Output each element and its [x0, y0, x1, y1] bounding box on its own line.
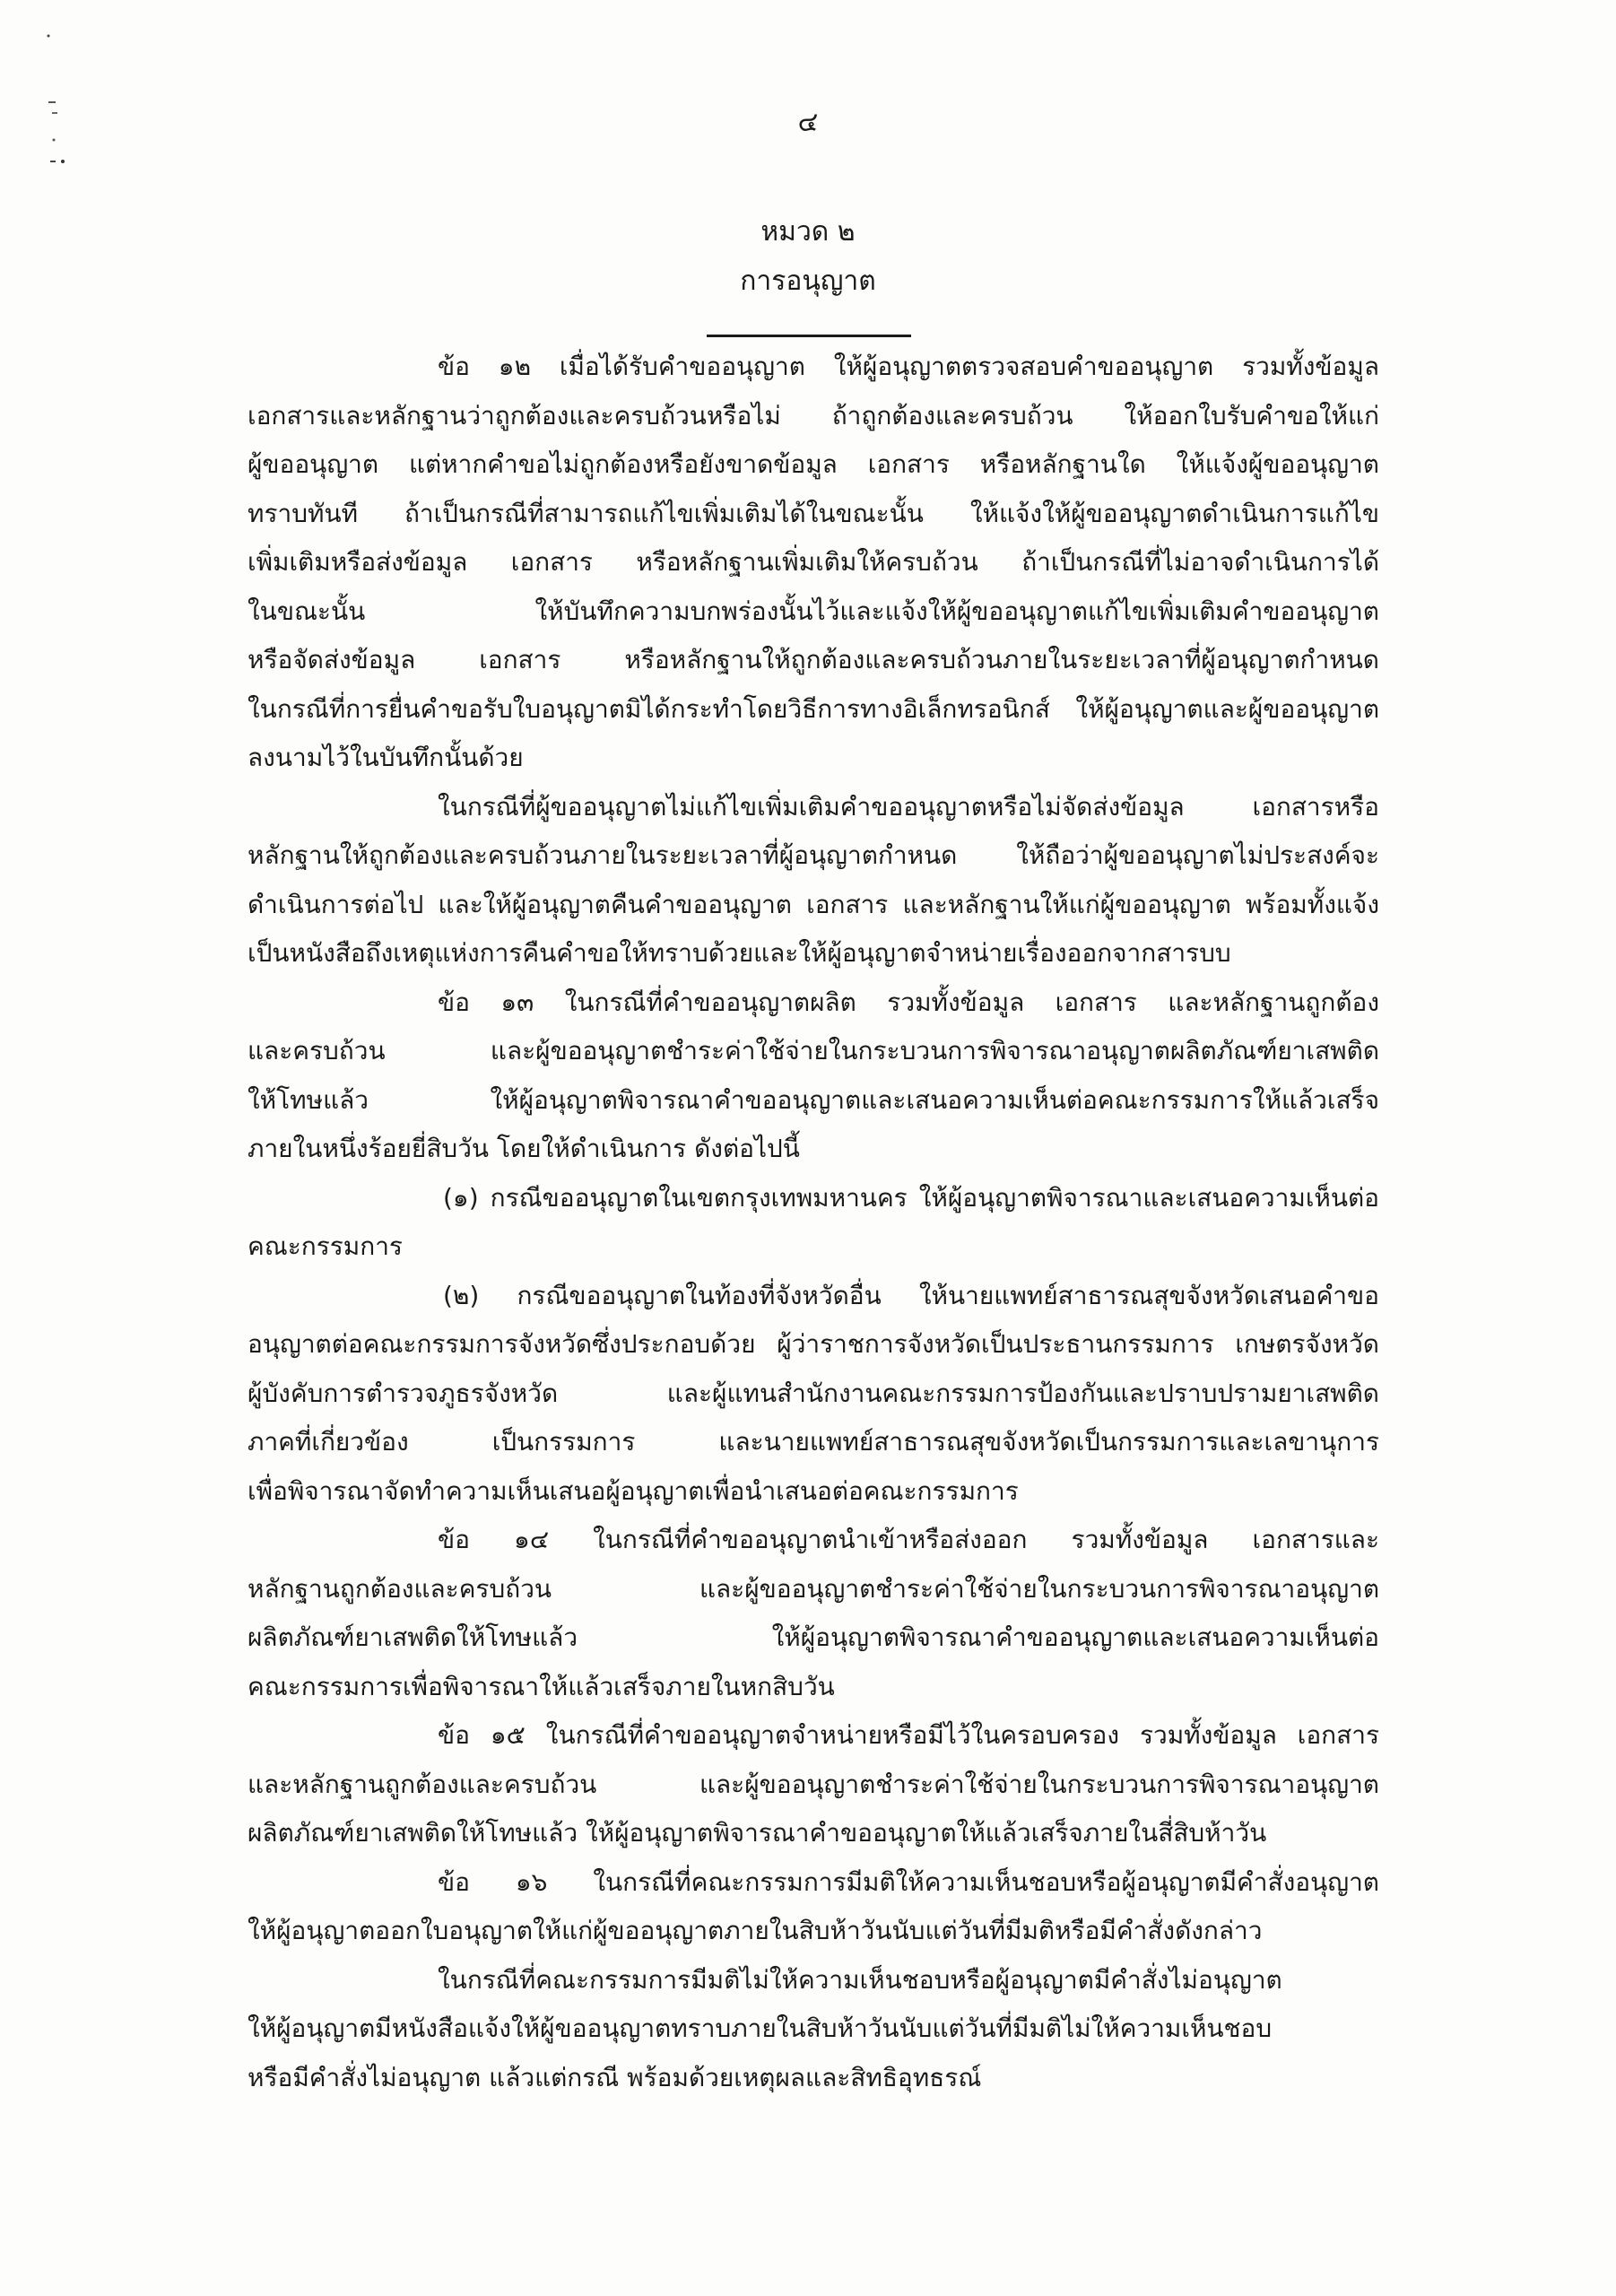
paragraph-line: ภาคที่เกี่ยวข้อง เป็นกรรมการ และนายแพทย์สาธารณสุขจังหวัดเป็นกรรมการและเลขานุการ	[248, 1427, 1379, 1457]
paragraph-line: ลงนามไว้ในบันทึกนั้นด้วย	[248, 743, 524, 772]
paragraph-line: หลักฐานให้ถูกต้องและครบถ้วนภายในระยะเวลาที่ผู้อนุญาตกำหนด ให้ถือว่าผู้ขออนุญาตไม่ประสงค์จะ	[248, 840, 1379, 870]
paragraph-line: ผู้ขออนุญาต แต่หากคำขอไม่ถูกต้องหรือยังขาดข้อมูล เอกสาร หรือหลักฐานใด ให้แจ้งผู้ขออนุญาต	[248, 449, 1379, 479]
paragraph-line: ผลิตภัณฑ์ยาเสพติดให้โทษแล้ว ให้ผู้อนุญาตพิจารณาคำขออนุญาตและเสนอความเห็นต่อ	[248, 1622, 1379, 1652]
paragraph-line: คณะกรรมการเพื่อพิจารณาให้แล้วเสร็จภายในหกสิบวัน	[248, 1671, 835, 1701]
paragraph-line: และหลักฐานถูกต้องและครบถ้วน และผู้ขออนุญาตชำระค่าใช้จ่ายในกระบวนการพิจารณาอนุญาต	[248, 1769, 1379, 1799]
paragraph-line: เอกสารและหลักฐานว่าถูกต้องและครบถ้วนหรือไม่ ถ้าถูกต้องและครบถ้วน ให้ออกใบรับคำขอให้แก่	[248, 400, 1379, 430]
paragraph-line: หรือจัดส่งข้อมูล เอกสาร หรือหลักฐานให้ถูกต้องและครบถ้วนภายในระยะเวลาที่ผู้อนุญาตกำหนด	[248, 645, 1379, 674]
paragraph-line: หลักฐานถูกต้องและครบถ้วน และผู้ขออนุญาตชำระค่าใช้จ่ายในกระบวนการพิจารณาอนุญาต	[248, 1573, 1379, 1604]
title-underline	[707, 335, 911, 337]
paragraph-line: ในกรณีที่การยื่นคำขอรับใบอนุญาตมิได้กระทำโดยวิธีการทางอิเล็กทรอนิกส์ ให้ผู้อนุญาตและผู้ขออนุญาต	[248, 693, 1379, 724]
body-text	[248, 343, 1379, 2102]
paragraph-line: ข้อ ๑๓ ในกรณีที่คำขออนุญาตผลิต รวมทั้งข้อมูล เอกสาร และหลักฐานถูกต้อง	[438, 987, 1379, 1017]
paragraph-line: และครบถ้วน และผู้ขออนุญาตชำระค่าใช้จ่ายในกระบวนการพิจารณาอนุญาตผลิตภัณฑ์ยาเสพติด	[248, 1036, 1379, 1065]
paragraph-line: เพิ่มเติมหรือส่งข้อมูล เอกสาร หรือหลักฐานเพิ่มเติมให้ครบถ้วน ถ้าเป็นกรณีที่ไม่อาจดำเนินการได้	[248, 547, 1379, 577]
paragraph-line: ข้อ ๑๒ เมื่อได้รับคำขออนุญาต ให้ผู้อนุญาตตรวจสอบคำขออนุญาต รวมทั้งข้อมูล	[438, 352, 1379, 381]
chapter-subtitle: การอนุญาต	[740, 265, 876, 297]
paragraph-line: ผู้บังคับการตำรวจภูธรจังหวัด และผู้แทนสำนักงานคณะกรรมการป้องกันและปราบปรามยาเสพติด	[248, 1378, 1379, 1408]
paragraph-line: ข้อ ๑๖ ในกรณีที่คณะกรรมการมีมติให้ความเห็นชอบหรือผู้อนุญาตมีคำสั่งอนุญาต	[438, 1866, 1379, 1897]
paragraph-line: หรือมีคำสั่งไม่อนุญาต แล้วแต่กรณี พร้อมด้วยเหตุผลและสิทธิอุทธรณ์	[248, 2062, 982, 2092]
paragraph-line: ผลิตภัณฑ์ยาเสพติดให้โทษแล้ว ให้ผู้อนุญาตพิจารณาคำขออนุญาตให้แล้วเสร็จภายในสี่สิบห้าวัน	[248, 1818, 1267, 1848]
paragraph-line: คณะกรรมการ	[248, 1231, 403, 1261]
paragraph-line: (๑) กรณีขออนุญาตในเขตกรุงเทพมหานคร ให้ผู้อนุญาตพิจารณาและเสนอความเห็นต่อ	[443, 1182, 1379, 1213]
paragraph-line: ข้อ ๑๕ ในกรณีที่คำขออนุญาตจำหน่ายหรือมีไว้ในครอบครอง รวมทั้งข้อมูล เอกสาร	[438, 1720, 1379, 1750]
paragraph-line: (๒) กรณีขออนุญาตในท้องที่จังหวัดอื่น ให้นายแพทย์สาธารณสุขจังหวัดเสนอคำขอ	[443, 1280, 1379, 1310]
paragraph-line: ให้ผู้อนุญาตออกใบอนุญาตให้แก่ผู้ขออนุญาตภายในสิบห้าวันนับแต่วันที่มีมติหรือมีคำสั่งดังกล่าว	[248, 1916, 1263, 1945]
paragraph-line: ข้อ ๑๔ ในกรณีที่คำขออนุญาตนำเข้าหรือส่งออก รวมทั้งข้อมูล เอกสารและ	[438, 1525, 1379, 1554]
paragraph-line: ให้ผู้อนุญาตมีหนังสือแจ้งให้ผู้ขออนุญาตทราบภายในสิบห้าวันนับแต่วันที่มีมติไม่ให้ความเห็นชอบ	[248, 2013, 1273, 2043]
paragraph-line: ในกรณีที่ผู้ขออนุญาตไม่แก้ไขเพิ่มเติมคำขออนุญาตหรือไม่จัดส่งข้อมูล เอกสารหรือ	[438, 791, 1379, 822]
paragraph-line: เพื่อพิจารณาจัดทำความเห็นเสนอผู้อนุญาตเพื่อนำเสนอต่อคณะกรรมการ	[248, 1475, 1019, 1506]
paragraph-line: ดำเนินการต่อไป และให้ผู้อนุญาตคืนคำขออนุญาต เอกสาร และหลักฐานให้แก่ผู้ขออนุญาต พร้อมทั้งแจ้ง	[248, 889, 1379, 919]
paragraph-line: ให้โทษแล้ว ให้ผู้อนุญาตพิจารณาคำขออนุญาตและเสนอความเห็นต่อคณะกรรมการให้แล้วเสร็จ	[248, 1084, 1379, 1115]
page-number: ๔	[797, 107, 819, 138]
paragraph-line: เป็นหนังสือถึงเหตุแห่งการคืนคำขอให้ทราบด้วยและให้ผู้อนุญาตจำหน่ายเรื่องออกจากสารบบ	[248, 938, 1231, 968]
paragraph-line: อนุญาตต่อคณะกรรมการจังหวัดซึ่งประกอบด้วย ผู้ว่าราชการจังหวัดเป็นประธานกรรมการ เกษตรจังหวัด	[248, 1329, 1379, 1359]
paragraph-line: ทราบทันที ถ้าเป็นกรณีที่สามารถแก้ไขเพิ่มเติมได้ในขณะนั้น ให้แจ้งให้ผู้ขออนุญาตดำเนินการแก้ไข	[248, 498, 1379, 528]
chapter-title: หมวด ๒	[760, 216, 856, 248]
paragraph-line: ในขณะนั้น ให้บันทึกความบกพร่องนั้นไว้และแจ้งให้ผู้ขออนุญาตแก้ไขเพิ่มเติมคำขออนุญาต	[248, 596, 1379, 626]
paragraph-line: ภายในหนึ่งร้อยยี่สิบวัน โดยให้ดำเนินการ ดังต่อไปนี้	[248, 1134, 800, 1163]
paragraph-line: ในกรณีที่คณะกรรมการมีมติไม่ให้ความเห็นชอบหรือผู้อนุญาตมีคำสั่งไม่อนุญาต	[438, 1964, 1282, 1995]
